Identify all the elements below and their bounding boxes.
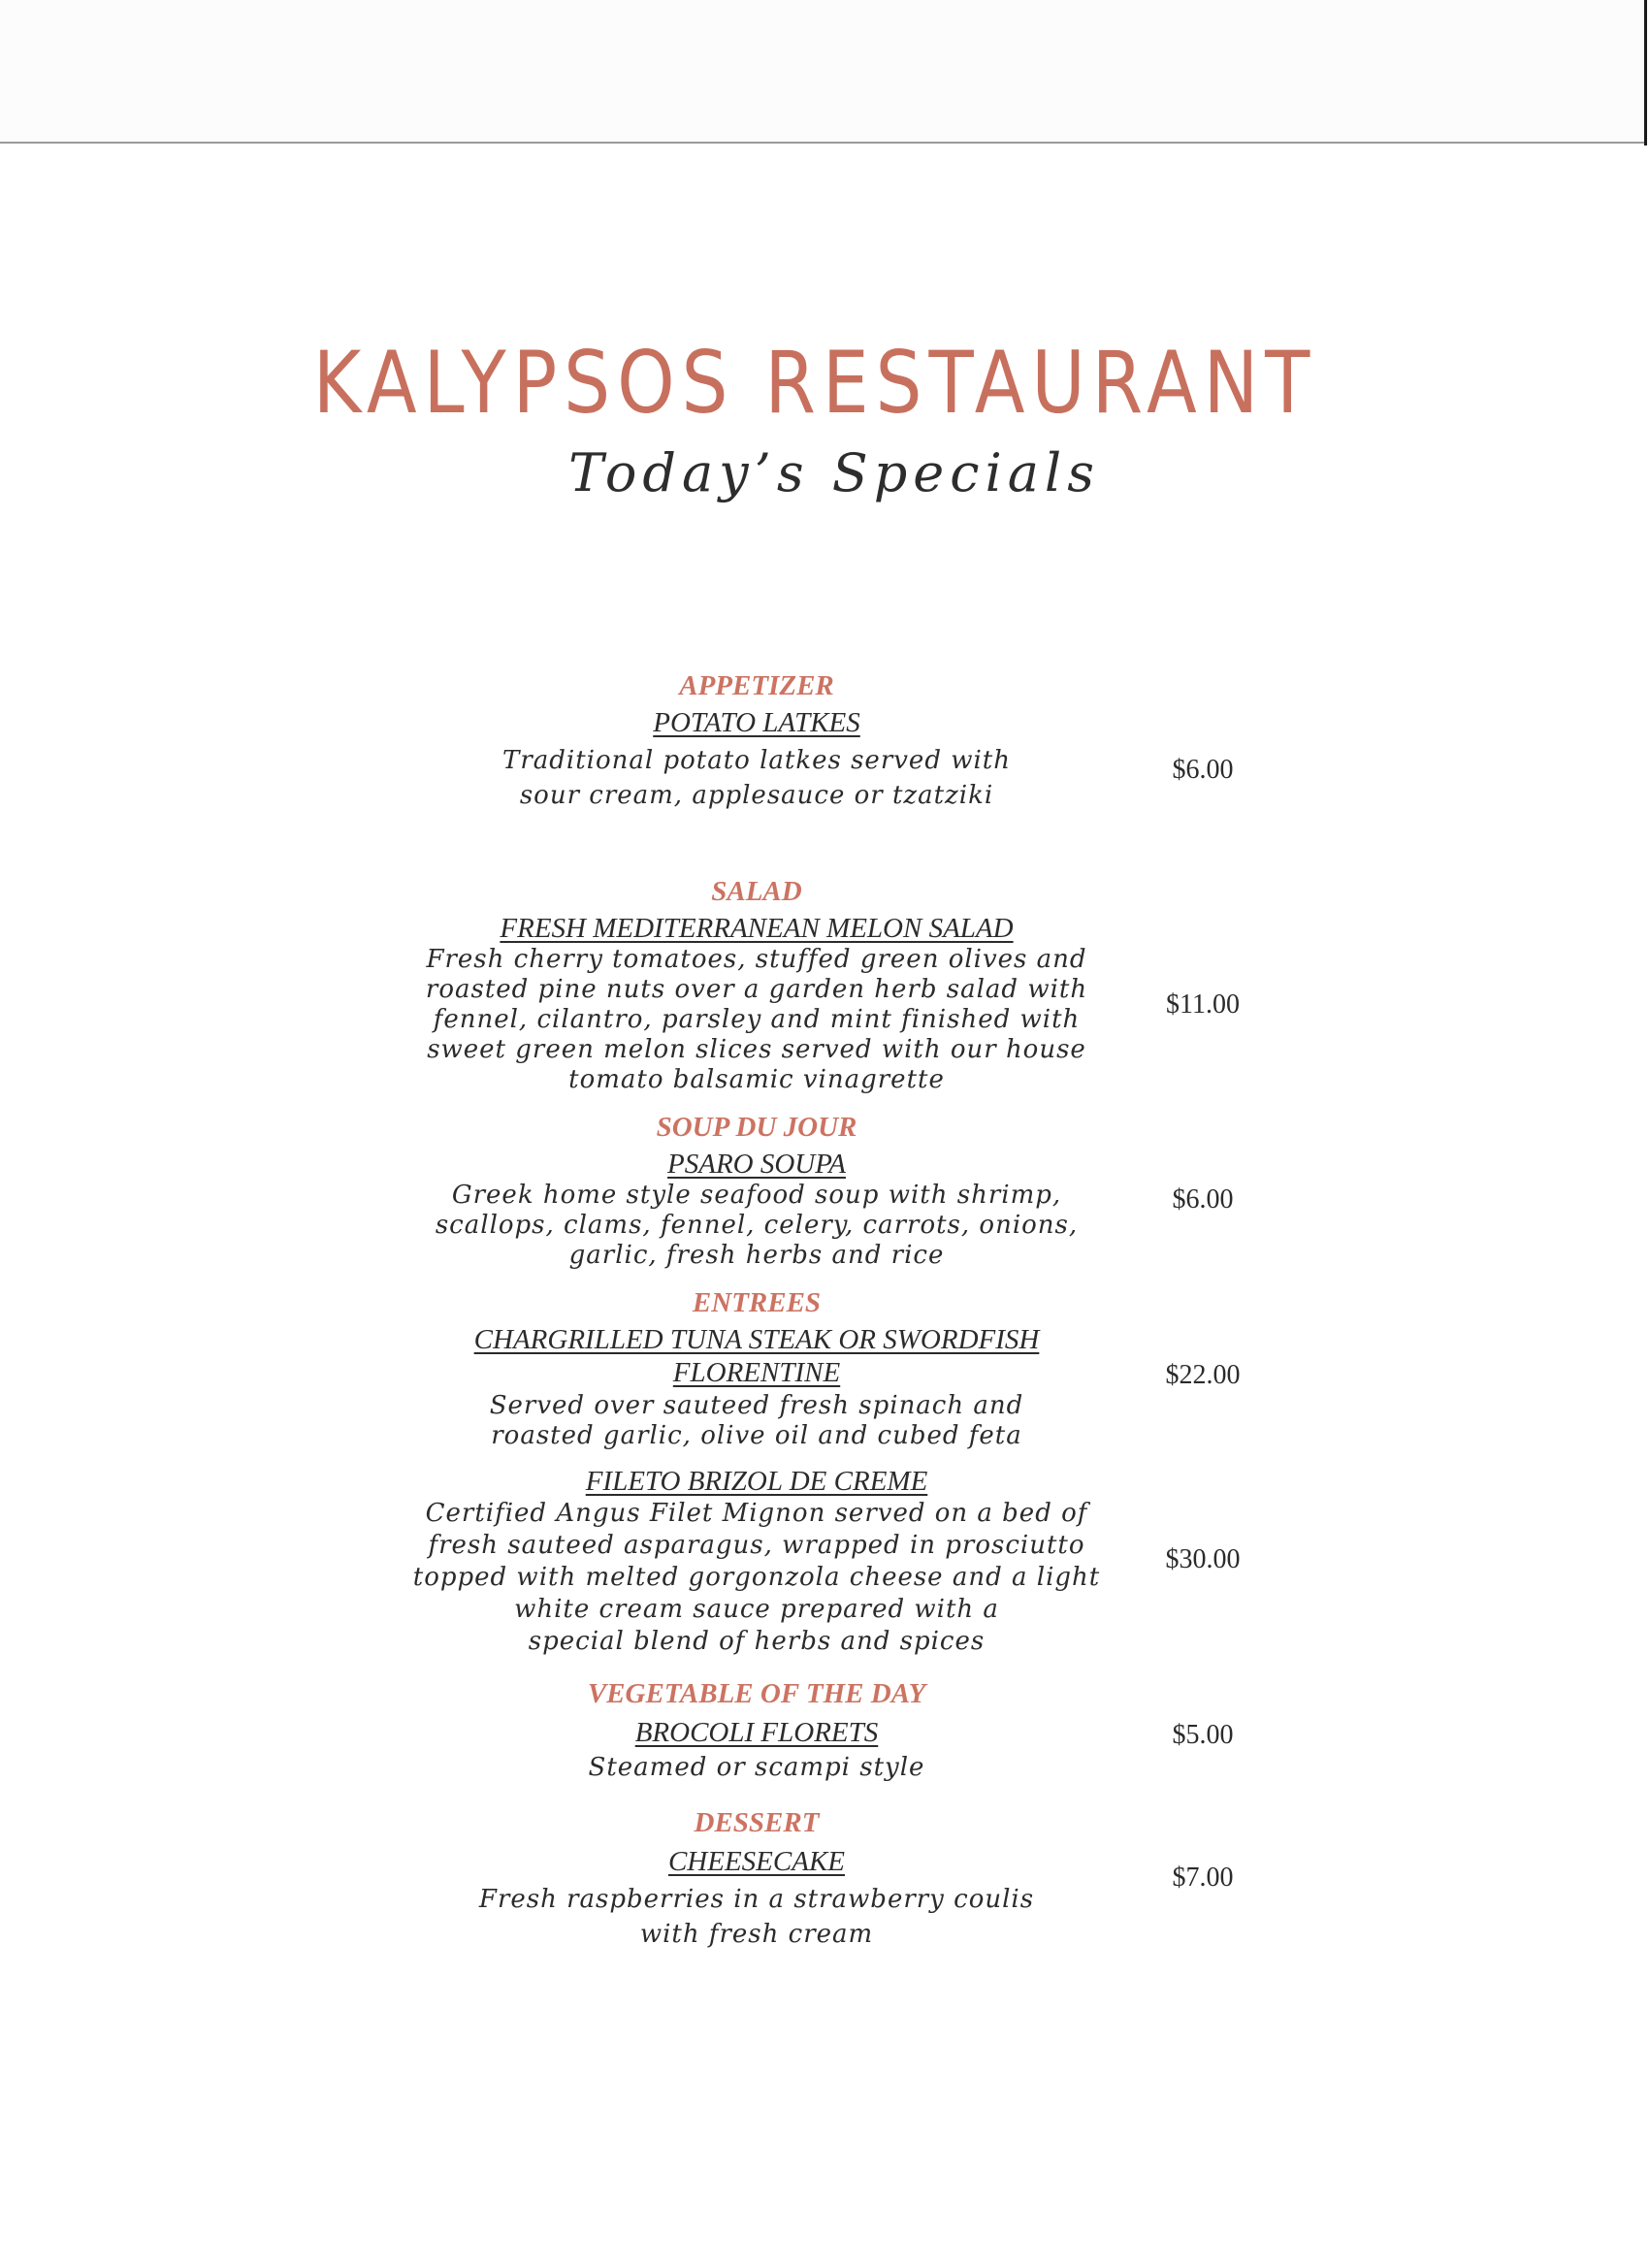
menu-item-fileto-brizol xyxy=(0,1465,1649,1658)
restaurant-name: KALYPSOS RESTAURANT xyxy=(312,333,1317,433)
menu-item-psaro-soupa xyxy=(0,1148,1649,1271)
section-salad xyxy=(0,873,1649,1095)
item-name: FRESH MEDITERRANEAN MELON SALAD xyxy=(500,913,1014,944)
section-title: APPETIZER xyxy=(679,670,834,701)
item-description: Steamed or scampi style xyxy=(588,1753,925,1782)
item-price: $6.00 xyxy=(1172,755,1234,785)
item-name: FILETO BRIZOL DE CREME xyxy=(585,1466,928,1497)
section-title: SALAD xyxy=(711,876,802,907)
item-description: Certified Angus Filet Mignon served on a bed of fresh sauteed asparagus, wrapped in prosciutto topped with melted gorgonzola cheese and a light white cream sauce prepared with a special blend of herbs and spices xyxy=(412,1499,1101,1656)
item-description: Greek home style seafood soup with shrimp, scallops, clams, fennel, celery, carrots, onions, garlic, fresh herbs and rice xyxy=(435,1181,1079,1270)
item-name: BROCOLI FLORETS xyxy=(634,1717,879,1748)
section-appetizer xyxy=(0,667,1649,813)
item-description: Served over sauteed fresh spinach and roasted garlic, olive oil and cubed feta xyxy=(489,1391,1024,1450)
menu-header xyxy=(0,335,1649,507)
section-vegetable-of-the-day xyxy=(0,1675,1649,1783)
section-title: ENTREES xyxy=(692,1287,822,1318)
item-name: PSARO SOUPA xyxy=(667,1149,846,1180)
item-description: Fresh raspberries in a strawberry coulis with fresh cream xyxy=(478,1885,1035,1949)
item-description: Traditional potato latkes served with sour cream, applesauce or tzatziki xyxy=(501,746,1011,810)
menu-item-melon-salad xyxy=(0,912,1649,1095)
section-title: DESSERT xyxy=(694,1807,820,1838)
item-name: CHARGRILLED TUNA STEAK OR SWORDFISH FLORENTINE xyxy=(473,1324,1040,1388)
section-entrees xyxy=(0,1284,1649,1658)
menu-item-tuna-swordfish xyxy=(0,1323,1649,1451)
item-description: Fresh cherry tomatoes, stuffed green olives and roasted pine nuts over a garden herb salad with fennel, cilantro, parsley and mint finished with sweet green melon slices served with our house tomato balsamic vinagrette xyxy=(425,945,1088,1094)
item-price: $11.00 xyxy=(1166,989,1240,1020)
menu-item-brocoli-florets xyxy=(0,1716,1649,1783)
section-dessert xyxy=(0,1804,1649,1952)
item-price: $30.00 xyxy=(1165,1544,1241,1574)
item-name: POTATO LATKES xyxy=(653,707,860,738)
scan-top-margin xyxy=(0,0,1644,142)
section-title: SOUP DU JOUR xyxy=(656,1112,857,1143)
item-name: CHEESECAKE xyxy=(667,1846,846,1877)
item-price: $7.00 xyxy=(1172,1863,1234,1893)
section-soup-du-jour xyxy=(0,1109,1649,1271)
menu-item-cheesecake xyxy=(0,1845,1649,1952)
section-title: VEGETABLE OF THE DAY xyxy=(587,1678,926,1709)
menu-subtitle: Today’s Specials xyxy=(568,442,1100,503)
item-price: $6.00 xyxy=(1172,1184,1234,1215)
scan-edge-mark xyxy=(1644,0,1647,146)
specials-menu xyxy=(0,667,1649,1952)
item-price: $22.00 xyxy=(1165,1360,1241,1390)
menu-item-potato-latkes xyxy=(0,706,1649,813)
scan-fold-line xyxy=(0,142,1646,144)
item-price: $5.00 xyxy=(1172,1720,1234,1750)
